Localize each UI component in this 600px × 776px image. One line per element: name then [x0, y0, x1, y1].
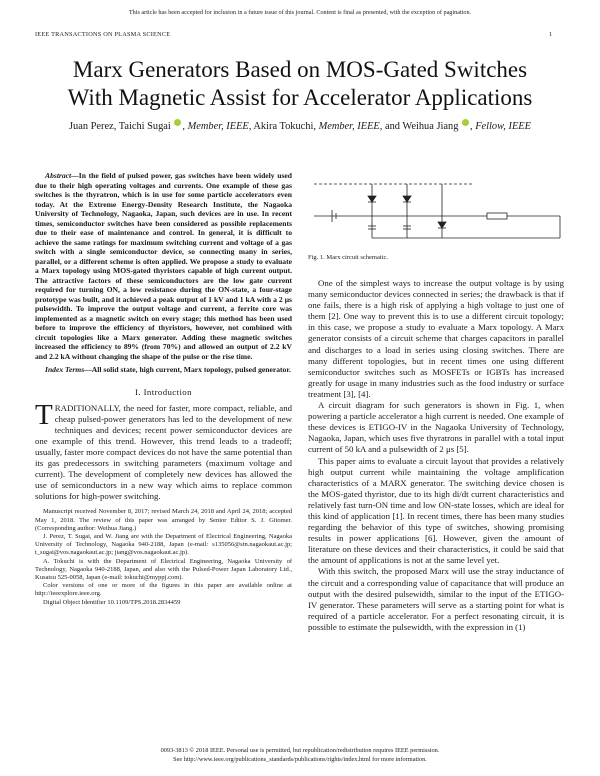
footnote-color: Color versions of one or more of the figures in this paper are available online at http://ieeexplore.ieee.org. [35, 582, 292, 598]
title-line-2: With Magnetic Assist for Accelerator Applications [67, 85, 533, 110]
right-column [308, 278, 564, 633]
footnote-doi: Digital Object Identifier 10.1109/TPS.2018.2834459 [43, 598, 181, 606]
abstract-text: In the field of pulsed power, gas switches have been widely used due to their high operating voltages and currents. One example of these gas switches is the thyratron, which is in use for some particle accelerators even today. At the Extreme Energy-Density Research Institute, the Nagaoka University of Technology, Nagaoka, Japan, such devices are in use. In recent times, semiconductor switches have been considered as possible replacements due to their ease of maintenance and control. In general, it is difficult to achieve the same ratings for maximum switching current and voltage of a gas switch with a single semiconductor device, so connecting many in series, parallel, or a different scheme is often applied. We propose a study to evaluate a Marx topology using MOS-gated thyristors capable of high current output. The attractive factors of these semiconductors are the low gate current required for turning ON, a low resistance during the ON-state, a four-stage prototype was built, and it achieved a peak output of 1 kV and 1 kA with a 2 μs pulsewidth. To improve the output voltage and current, a ferrite core was implemented as a magnetic switch on every stage; this method has been used before to improve the efficiency of thyristors, however, not combined with circuit topologies like a Marx generator. Adding these magnetic switches increased the efficiency to 89% (from 70%) and allowed an output of 2.2 kV and 2.2 kA without changing the shape of the pulse or the rise time. [35, 171, 292, 361]
section-heading-introduction: I. Introduction [135, 386, 192, 397]
paragraph-circuit-diagram: A circuit diagram for such generators is shown in Fig. 1, when powering a particle accelerator a high current is needed. One example of these devices is ETIGO-IV in the Nagaoka University of Technology, Nagaoka, Japan, which uses five thyratrons in parallel with a total input current of 50 kA and a pulsewidth of 2 μs [5]. [308, 400, 564, 455]
paper-title [0, 56, 600, 112]
index-terms-text: All solid state, high current, Marx topology, pulsed generator. [91, 365, 291, 374]
rights-link[interactable]: See http://www.ieee.org/publications_standards/publications/rights/index.html for more information. [173, 756, 427, 763]
footnote-affiliation-1: J. Perez, T. Sugai, and W. Jiang are with the Department of Electrical Engineering, Nagaoka University of Technology, Nagaoka 940-2188, Japan (e-mail: s135056@stn.nagaokaut.ac.jp; t_sugai@vos.nagaokaut.ac.jp; jiang@vos.nagaokaut.ac.jp). [35, 532, 292, 557]
title-line-1: Marx Generators Based on MOS-Gated Switches [72, 57, 528, 82]
orcid-icon[interactable] [462, 119, 469, 126]
index-terms-label: Index Terms [45, 365, 85, 374]
acceptance-notice: This article has been accepted for inclusion in a future issue of this journal. Content is final as presented, with the exception of pagination. [128, 9, 472, 16]
abstract: Abstract—In the field of pulsed power, gas switches have been widely used due to their high operating voltages and currents. One example of these gas switches is the thyratron, which is in use for some particle accelerators even today. At the Extreme Energy-Density Research Institute, the Nagaoka University of Technology, Nagaoka, Japan, such devices are in use. In recent times, semiconductor switches have been considered as possible replacements due to their ease of maintenance and control. In general, it is difficult to achieve the same ratings for maximum switching current and voltage of a gas switch with a single semiconductor device, so connecting many in series, parallel, or a different scheme is often applied. We propose a study to evaluate a Marx topology using MOS-gated thyristors capable of high current output. The attractive factors of these semiconductors are the low gate current required for turning ON, a low resistance during the ON-state, a four-stage prototype was built, and it achieved a peak output of 1 kV and 1 kA with a 2 μs pulsewidth. To improve the output voltage and current, a ferrite core was implemented as a magnetic switch on every stage; this method has been used before to improve the efficiency of thyristors, however, not combined with circuit topologies like a Marx generator. Adding these magnetic switches increased the efficiency to 89% (from 70%) and allowed an output of 2.2 kV and 2.2 kA without changing the shape of the pulse or the rise time. [35, 171, 292, 361]
page-number: 1 [549, 31, 553, 38]
introduction-body [35, 398, 292, 503]
left-column [35, 171, 292, 607]
figure-caption: Fig. 1. Marx circuit schematic. [308, 254, 388, 261]
copyright-footer: 0093-3813 © 2018 IEEE. Personal use is permitted, but republication/redistribution requires IEEE permission. [160, 747, 440, 754]
paragraph-switch: With this switch, the proposed Marx will use the stray inductance of the circuit and a corresponding value of capacitance that will produce an output with the desired pulsewidth, similar to the input of the ETIGO-IV generator. These parameters will serve as a starting point for what is required of a particle accelerator. For a perfect resonating circuit, it is possible to estimate the pulsewidth, with the expression in (1) [308, 566, 564, 632]
paragraph-aims: This paper aims to evaluate a circuit layout that provides a relatively high output current while maintaining the voltage amplification characteristics of a MARX generator. The switching device chosen is the MOS-gated thyristor, due to its high di/dt current characteristics and relatively fast turn-ON time and low ON-state losses, which are ideal for this kind of application [1]. In recent times, there has been many studies regarding the behavior of this type of switches, showing promising results in power applications [6]. However, given the amount of literature on these devices and their characteristics, it could be said that the amount of applications is not at the same level yet. [308, 455, 565, 566]
marx-circuit-schematic [312, 172, 562, 250]
author-name-2: Akira Tokuchi, [253, 121, 316, 132]
abstract-label: Abstract [45, 171, 72, 180]
paragraph-series: One of the simplest ways to increase the output voltage is by using many semiconductor devices connected in series; the drawback is that if one fails, there is a high risk of applying a high voltage to just one of them [2]. One way to prevent this is to use a different circuit topology; in this case, we propose a study to evaluate a Marx topology. A Marx generator consists of a circuit scheme that charges capacitors in parallel and discharges to a load in series using closing switches. There are many different topologies, but in recent times one using different semiconductor switches such as MOSFETs or IGBTs has increased greatly for usage in many industries such as the food industry or surface treatment [3], [4]. [308, 278, 564, 399]
footnote-manuscript: Manuscript received November 8, 2017; revised March 24, 2018 and April 24, 2018; accepted May 1, 2018. The review of this paper was arranged by Senior Editor S. J. Gitomer. (Corresponding author: Weihua Jiang.) [35, 508, 292, 532]
author-role-3: Fellow, IEEE [475, 121, 531, 132]
author-role-1: Member, IEEE [187, 121, 249, 132]
drop-cap: T [35, 398, 53, 431]
intro-paragraph: RADITIONALLY, the need for faster, more compact, reliable, and cheap pulsed-power generators has led to the development of new techniques and devices; recent power semiconductor devices are one example of this trend. However, this trend leads to a tradeoff; usually, faster more compact devices do not have the same potential than its gas predecessors in switching parameters (maximum voltage and current). The development of completely new devices has allowed the use of semiconductors in a new way which aims to replace common solutions for high-power switching. [35, 402, 292, 502]
footnotes [35, 508, 292, 606]
author-list: Juan Perez, Taichi Sugai , Member, IEEE, Akira Tokuchi, Member, IEEE, and Weihua Jiang , Fellow, IEEE [68, 121, 531, 132]
author-name-3: and Weihua Jiang [384, 121, 459, 132]
running-head: IEEE TRANSACTIONS ON PLASMA SCIENCE [35, 31, 171, 38]
author-role-2: Member, IEEE [318, 121, 380, 132]
index-terms: Index Terms—All solid state, high current, Marx topology, pulsed generator. [45, 365, 291, 374]
author-names-1: Juan Perez, Taichi Sugai [68, 121, 171, 132]
orcid-icon[interactable] [174, 119, 181, 126]
footnote-affiliation-2: A. Tokuchi is with the Department of Electrical Engineering, Nagaoka University of Technology, Nagaoka 940-2188, Japan, and also with the Pulsed-Power Japan Laboratory Ltd., Kusatsu 525-0058, Japan (e-mail: tokuchi@myppj.com). [35, 557, 292, 581]
